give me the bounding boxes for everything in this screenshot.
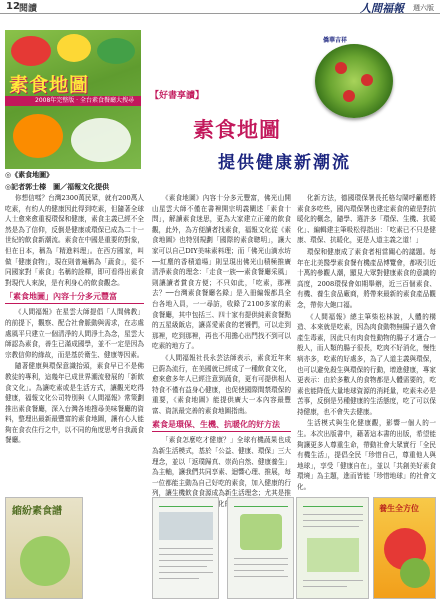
masthead-logo: 人間福報 [360,2,404,15]
recipe-book-title: 縮紛素食譜 [12,506,62,517]
edition-label: 週六版 [413,4,434,12]
article-tag: 【好書享讀】 [150,91,205,101]
paragraph: 隨著健康與環保意識抬頭，素食早已不是佛教徒的專利，這幾年已成世界潮流發展的「新飲食文化」。為讓吃素或是生活方式，讓觀光吃得健康，福報文化公司特別與《人間福報》常策劃推出素食餐廳，深入台灣各地搜尋美味餐廳的資料，整理出最新最豐富的素食地圖，讓有心人能夠在食衣住行之中，以不同的角度思考自我蔬食餐廳。 [5,362,144,445]
paragraph: 《人間福報》在星雲大師提倡「人間佛教」的前提下，觀察、配合社會脈動與需求，在志處處風平只建立一個清淨的人間淨土為念，星雲大師認為素食，善生已滿成國學，並不一定是因為宗教信仰的緣故，而是基於衛生、健康等因素。 [5,308,144,359]
paragraph: 《人間福報社長永芸法師表示，素食近年來已蔚為流行，在美國就已經成了一種飲食文化，愈來愈多年人已經注意到蔬食，更有可提供相人特食不僅有益身心健康，也促使國際間禁環保的重要，《素食地圖》能提供廣大一本內容最豐富、資訊最完善的素食地圖指南。 [152,353,291,415]
subheading: 「素食地圖」內容十分多元豐富 [5,291,144,304]
column-3 [297,193,436,494]
cover-caption: ◎《素食地圖》 [5,171,54,179]
recipe-book-image [5,497,83,599]
section-label: 閱讀 [19,4,38,14]
dish-graphic [13,114,63,158]
inner-page-image-2 [227,497,294,599]
paragraph: 環保和健康成了素食者相當關心的議題。每年在北美醫學素食餐有機產品博覽會，都吸引近十萬的參觀人潮，顯見大眾對健康素食的意識的高度，2008環保會如期舉辦，近三百個素食、有機、養生食品廠商，將帶來最新的素食產品觀念，帶你大飽口福。 [297,247,436,309]
page-header [0,0,440,14]
vegetable-graphic [400,558,430,588]
paragraph: 《人間福報》總主筆柴松林說，人體的構造、本來就是吃素，因為肉食動物無腸子過久會產生毒素，因此只有肉食性動物的腸子才適合一般人，而人類的腸子很長，吃肉不好消化，慢性病亦多，吃素的好處多，為了人道主義與環保，也可以避免殺生與環保的行動，增進健康，專家更表示：由於多數人的食物都是人體需要的，吃素也能降低大量地球資源的消耗量，吃素未必是苦事，反倒是另種健康的生活態度，吃了可以保持健康，也不會失去健康。 [297,312,436,416]
bowl-graphic [20,536,70,586]
paragraph: 「素食怎麼吃才健康？」全球有機蔬果也成為新生活模式，基於「公益、健康、環保」三大理念，並以「返璞歸真、崇尚自然、健康養生」為主軸，讓我們共同享素、迴響心理、推展，每一位都能主動為自己好吃的素食，加入健康的行列，讓生機飲食食源成為新生活理念；尤其是推 化的 [152,436,291,509]
cover-banner: 2008年完整版 · 全台素食餐廳大搜尋 [5,96,141,106]
plate-graphic [71,118,131,162]
page-number: 12 [6,1,20,12]
inner-page-image-1 [152,497,219,599]
column-2 [152,193,291,511]
paragraph: 生活模式與生化健康觀，影響一個人的一生。本次出版書中，藉著這本書的出版，希望能夠讓更多人尊重生命，帶動社會大眾實行「全民有機生活」，提倡全民「珍惜自己，尊重他人與地球」，享受「健康自在」，並以「共創美好素食環境」為主題，進而皆能「珍惜地球」的社會文化。 [297,419,436,492]
tomato-graphic [11,36,51,66]
inner-page-image-3 [296,497,369,599]
paragraph: 化新方法，德國環保署長托格勾鬧呼籲應將素食多吃些，國內環保署也建定素食的確是對抗暖化的概念，隨學、選許多「環保、生機、抗暖化」、編輯建主筆吸松得指出：「吃素已不只是健康、環保、抗暖化，更是人道主義之道！」 [297,194,436,245]
article-title: 素食地圖 [193,118,281,142]
article-subtitle: 提供健康新潮流 [218,153,351,173]
paragraph: 你想信嗎？台灣2300萬民眾，就有200萬人吃素，有約人的健康因此得到吃素，但隨著全球人士愈來愈重視環保和健康，素食主義已經不全然是為了信仰，反倒是健康或環保已成為二十一世紀的飲食新潮流。素食在中國是重要的對象，但在日本，稱為「精進料理」。在西方國家，叫做「健康食物」，現在則普遍稱為「蔬食」，從不同國家對「素食」名稱的詮釋，即可看得出素食對現代人來說，是有利身心的飲食觀念。 [5,194,144,287]
health-book-title: 養生全方位 [379,504,419,513]
salad-photo [315,44,393,118]
health-book-image [373,497,436,599]
book-cover-image [5,30,141,169]
column-1 [5,193,144,447]
subheading: 素食是環保、生機、抗暖化的好方法 [152,419,291,432]
salad-caption: 僑華吉祥 [323,37,348,44]
pepper-graphic [57,34,91,62]
paragraph: 《素食地圖》內容十分多元豐富，佛光山開山星雲大師不僅在書裡開宗明義闡述「素食十問」，解讀素食迷思，更為大家建立正確的飲食觀，此外，為方便讀者找素食，福報文化從《素食地圖》也特別規劃「國際的素食聰明」，讓大家可以自己DIY美味素料理；而「佛光山滴水坊──紅塵的香積道場」則呈現出佛光山積極推廣清淨素食的理念：「走食一族──素食餐廳采風」則讓讀者賞食方便；不只如此，「吃素，那裡去？──台灣素食餐廳名錄」是入冊編報都具全台各地入員，一一尋訪，收錄了2100多家的素食餐廳，其中包括三、四十家有提供純素食餐點的五星級飯店，讓喜愛素食的老饕們，可以走到那裡，吃到那裡，再也不用擔心出門找不到可以吃素的地方了。 [152,194,291,351]
byline: ◎記者郭士榛 圖／福報文化提供 [5,183,110,191]
cover-title: 素食地圖 [9,74,90,96]
greens-graphic [97,38,135,64]
